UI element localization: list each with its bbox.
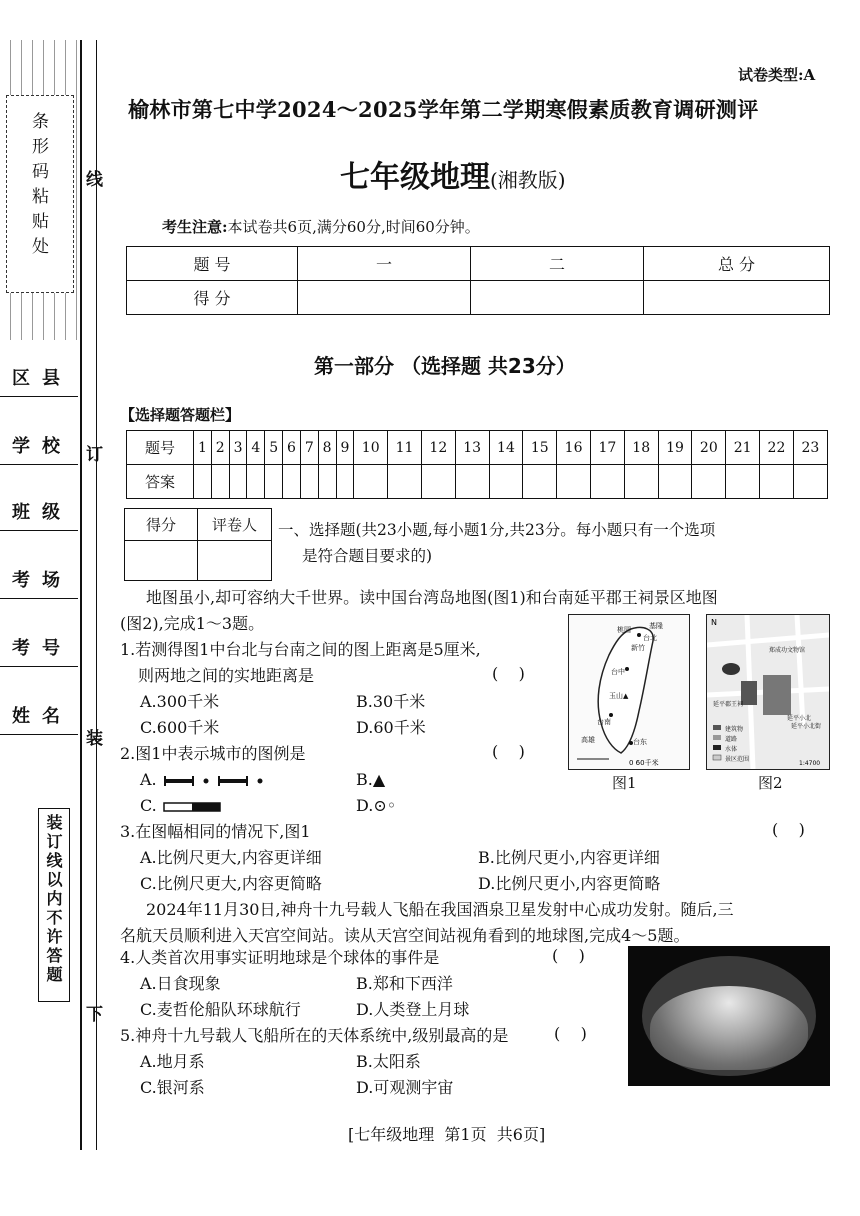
figure2-scenic-map	[706, 614, 830, 770]
seal-letter-xian: 线	[86, 170, 103, 190]
fig1-label-jilong: 基隆	[649, 622, 663, 630]
exam-notice	[162, 216, 480, 237]
binding-line-1	[80, 40, 82, 1150]
field-class: 班级	[0, 492, 78, 531]
answer-cell-2[interactable]	[211, 465, 229, 499]
answer-cell-15[interactable]	[523, 465, 557, 499]
answer-grid	[126, 430, 828, 499]
figure1-taiwan-map	[568, 614, 690, 770]
notice-label: 考生注意:	[162, 218, 228, 236]
answer-grid-qnum-5: 5	[265, 431, 283, 465]
subject-title: 七年级地理	[340, 160, 490, 195]
section1-heading-2: 是符合题目要求的)	[302, 547, 433, 565]
q2-stem: 2.图1中表示城市的图例是	[120, 744, 306, 763]
answer-grid-qnum-16: 16	[557, 431, 591, 465]
q3-option-d: D.比例尺更小,内容更简略	[478, 874, 661, 893]
q4-option-a: A.日食现象	[140, 974, 221, 993]
fig1-label-taoyuan: 桃园	[617, 626, 631, 634]
intro2-line1: 2024年11月30日,神舟十九号载人飞船在我国酒泉卫星发射中心成功发射。随后,三	[146, 900, 734, 919]
score-cell-2[interactable]	[471, 281, 644, 315]
answer-cell-10[interactable]	[354, 465, 388, 499]
answer-cell-7[interactable]	[300, 465, 318, 499]
answer-grid-qnum-10: 10	[354, 431, 388, 465]
q1-option-c: C.600千米	[140, 718, 220, 737]
q5-option-a: A.地月系	[140, 1052, 205, 1071]
answer-grid-qnum-21: 21	[726, 431, 760, 465]
field-number: 考号	[0, 628, 78, 667]
answer-grid-answer-label: 答案	[127, 465, 194, 499]
score-header-part1: 一	[298, 247, 471, 281]
page-footer: [七年级地理 第1页 共6页]	[348, 1125, 546, 1144]
svg-text:0 60千米: 0 60千米	[629, 759, 659, 767]
fig1-label-xinzhu: 新竹	[631, 644, 645, 652]
answer-cell-6[interactable]	[283, 465, 301, 499]
answer-grid-qnum-4: 4	[247, 431, 265, 465]
answer-cell-21[interactable]	[726, 465, 760, 499]
q2-answer-paren[interactable]: ( )	[492, 742, 525, 761]
answer-cell-17[interactable]	[591, 465, 625, 499]
answer-cell-23[interactable]	[793, 465, 827, 499]
q3-answer-paren[interactable]: ( )	[772, 820, 805, 839]
svg-text:N: N	[711, 618, 717, 627]
q4-option-d: D.人类登上月球	[356, 1000, 470, 1019]
score-header-qnum: 题 号	[127, 247, 298, 281]
grader-name-label: 评卷人	[198, 509, 272, 541]
intro1-line2: (图2),完成1～3题。	[120, 614, 265, 633]
answer-cell-13[interactable]	[455, 465, 489, 499]
answer-cell-11[interactable]	[388, 465, 422, 499]
answer-cell-1[interactable]	[194, 465, 212, 499]
score-cell-total[interactable]	[644, 281, 830, 315]
barcode-label: 条形码粘贴处	[28, 112, 48, 262]
answer-grid-qnum-13: 13	[455, 431, 489, 465]
q5-option-c: C.银河系	[140, 1078, 205, 1097]
field-name: 姓名	[0, 696, 78, 735]
answer-cell-14[interactable]	[489, 465, 523, 499]
fig1-label-taizhong: 台中	[611, 668, 625, 676]
q2-option-d: D.⊙◦	[356, 796, 397, 815]
answer-grid-qnum-2: 2	[211, 431, 229, 465]
intro1-line1: 地图虽小,却可容纳大千世界。读中国台湾岛地图(图1)和台南延平郡王祠景区地图	[146, 588, 718, 607]
binding-line-2	[96, 40, 97, 1150]
answer-grid-qnum-20: 20	[692, 431, 726, 465]
part1-title: 第一部分 （选择题 共23分）	[314, 354, 576, 378]
q4-answer-paren[interactable]: ( )	[552, 946, 585, 965]
score-row-label: 得 分	[127, 281, 298, 315]
answer-cell-18[interactable]	[624, 465, 658, 499]
answer-cell-19[interactable]	[658, 465, 692, 499]
fig1-label-gaoxiong: 高雄	[581, 736, 595, 744]
grader-score-cell[interactable]	[125, 541, 198, 581]
q5-option-d: D.可观测宇宙	[356, 1078, 454, 1097]
notice-text: 本试卷共6页,满分60分,时间60分钟。	[227, 218, 480, 236]
section1-heading-1: 一、选择题(共23小题,每小题1分,共23分。每小题只有一个选项	[278, 521, 716, 539]
figure1-caption: 图1	[612, 774, 637, 792]
answer-grid-qnum-label: 题号	[127, 431, 194, 465]
score-header-total: 总 分	[644, 247, 830, 281]
grader-score-label: 得分	[125, 509, 198, 541]
fig2-label-north: 延平小北	[787, 715, 812, 722]
answer-bar-label: 【选择题答题栏】	[120, 406, 241, 424]
q1-stem-2: 则两地之间的实地距离是	[138, 666, 315, 685]
earth-surface	[650, 986, 808, 1070]
rail-symbol-icon	[162, 775, 272, 787]
answer-grid-qnum-12: 12	[421, 431, 455, 465]
grader-box	[124, 508, 272, 581]
answer-grid-qnum-18: 18	[624, 431, 658, 465]
q1-option-d: D.60千米	[356, 718, 426, 737]
q5-option-b: B.太阳系	[356, 1052, 421, 1071]
fig1-label-yushan: 玉山▲	[609, 692, 629, 700]
q2-option-b: B.▲	[356, 770, 386, 789]
q3-stem: 3.在图幅相同的情况下,图1	[120, 822, 311, 841]
figure2-caption: 图2	[758, 774, 783, 792]
answer-cell-8[interactable]	[318, 465, 336, 499]
score-header-part2: 二	[471, 247, 644, 281]
fig1-label-tainan: 台南	[597, 718, 611, 726]
grader-name-cell[interactable]	[198, 541, 272, 581]
field-school: 学校	[0, 426, 78, 465]
q4-option-c: C.麦哲伦船队环球航行	[140, 1000, 301, 1019]
q3-option-c: C.比例尺更大,内容更简略	[140, 874, 322, 893]
answer-grid-qnum-11: 11	[388, 431, 422, 465]
fig2-legend-range: 景区范围	[725, 756, 750, 763]
q2-option-a: A.	[140, 768, 272, 792]
answer-grid-qnum-14: 14	[489, 431, 523, 465]
answer-grid-qnum-3: 3	[229, 431, 247, 465]
q1-answer-paren[interactable]: ( )	[492, 664, 525, 683]
answer-cell-4[interactable]	[247, 465, 265, 499]
q4-stem: 4.人类首次用事实证明地球是个球体的事件是	[120, 948, 440, 967]
score-table	[126, 246, 830, 315]
fig2-legend-road: 道路	[725, 736, 738, 743]
fig2-label-shrine: 延平郡王祠	[713, 701, 744, 708]
q1-option-b: B.30千米	[356, 692, 426, 711]
binding-warning: 装订线以内不许答题	[44, 814, 63, 985]
fig1-label-taibei: 台北	[643, 634, 657, 642]
answer-cell-5[interactable]	[265, 465, 283, 499]
taiwan-map-svg	[569, 615, 689, 769]
edition: (湘教版)	[490, 168, 566, 192]
answer-grid-qnum-8: 8	[318, 431, 336, 465]
answer-grid-qnum-9: 9	[336, 431, 354, 465]
exam-title: 榆林市第七中学2024～2025学年第二学期寒假素质教育调研测评	[128, 97, 759, 122]
answer-cell-12[interactable]	[421, 465, 455, 499]
q1-stem-1: 1.若测得图1中台北与台南之间的图上距离是5厘米,	[120, 640, 481, 659]
answer-grid-qnum-23: 23	[793, 431, 827, 465]
exam-type: 试卷类型:A	[738, 66, 816, 84]
fig2-label-museum: 郑成功文物馆	[769, 647, 806, 654]
fig2-legend-building: 建筑物	[725, 726, 744, 733]
answer-cell-3[interactable]	[229, 465, 247, 499]
railway-symbol-icon	[162, 801, 222, 813]
answer-grid-qnum-22: 22	[760, 431, 794, 465]
answer-grid-qnum-17: 17	[591, 431, 625, 465]
field-district: 区县	[0, 358, 78, 397]
field-room: 考场	[0, 560, 78, 599]
q5-answer-paren[interactable]: ( )	[554, 1024, 587, 1043]
q3-option-a: A.比例尺更大,内容更详细	[140, 848, 322, 867]
q2-option-c: C.	[140, 794, 222, 818]
answer-grid-qnum-19: 19	[658, 431, 692, 465]
svg-text:1:4700: 1:4700	[799, 760, 821, 767]
answer-grid-qnum-1: 1	[194, 431, 212, 465]
fig1-label-taidong: 台东	[633, 738, 647, 746]
intro2-line2: 名航天员顺利进入天宫空间站。读从天宫空间站视角看到的地球图,完成4～5题。	[120, 926, 690, 945]
answer-cell-22[interactable]	[760, 465, 794, 499]
q5-stem: 5.神舟十九号载人飞船所在的天体系统中,级别最高的是	[120, 1026, 509, 1045]
answer-grid-qnum-15: 15	[523, 431, 557, 465]
fig2-label-street: 延平小北街	[791, 723, 822, 730]
score-cell-1[interactable]	[298, 281, 471, 315]
answer-cell-20[interactable]	[692, 465, 726, 499]
answer-grid-qnum-7: 7	[300, 431, 318, 465]
earth-window-photo	[628, 946, 830, 1086]
subject-line	[340, 152, 566, 196]
seal-letter-xia: 下	[86, 1005, 103, 1025]
q1-option-a: A.300千米	[140, 692, 220, 711]
q3-option-b: B.比例尺更小,内容更详细	[478, 848, 660, 867]
seal-letter-ding: 订	[86, 445, 103, 465]
answer-cell-16[interactable]	[557, 465, 591, 499]
fig2-legend-water: 水体	[725, 746, 738, 753]
answer-cell-9[interactable]	[336, 465, 354, 499]
q4-option-b: B.郑和下西洋	[356, 974, 453, 993]
answer-grid-qnum-6: 6	[283, 431, 301, 465]
seal-letter-zhuang: 装	[86, 729, 103, 749]
